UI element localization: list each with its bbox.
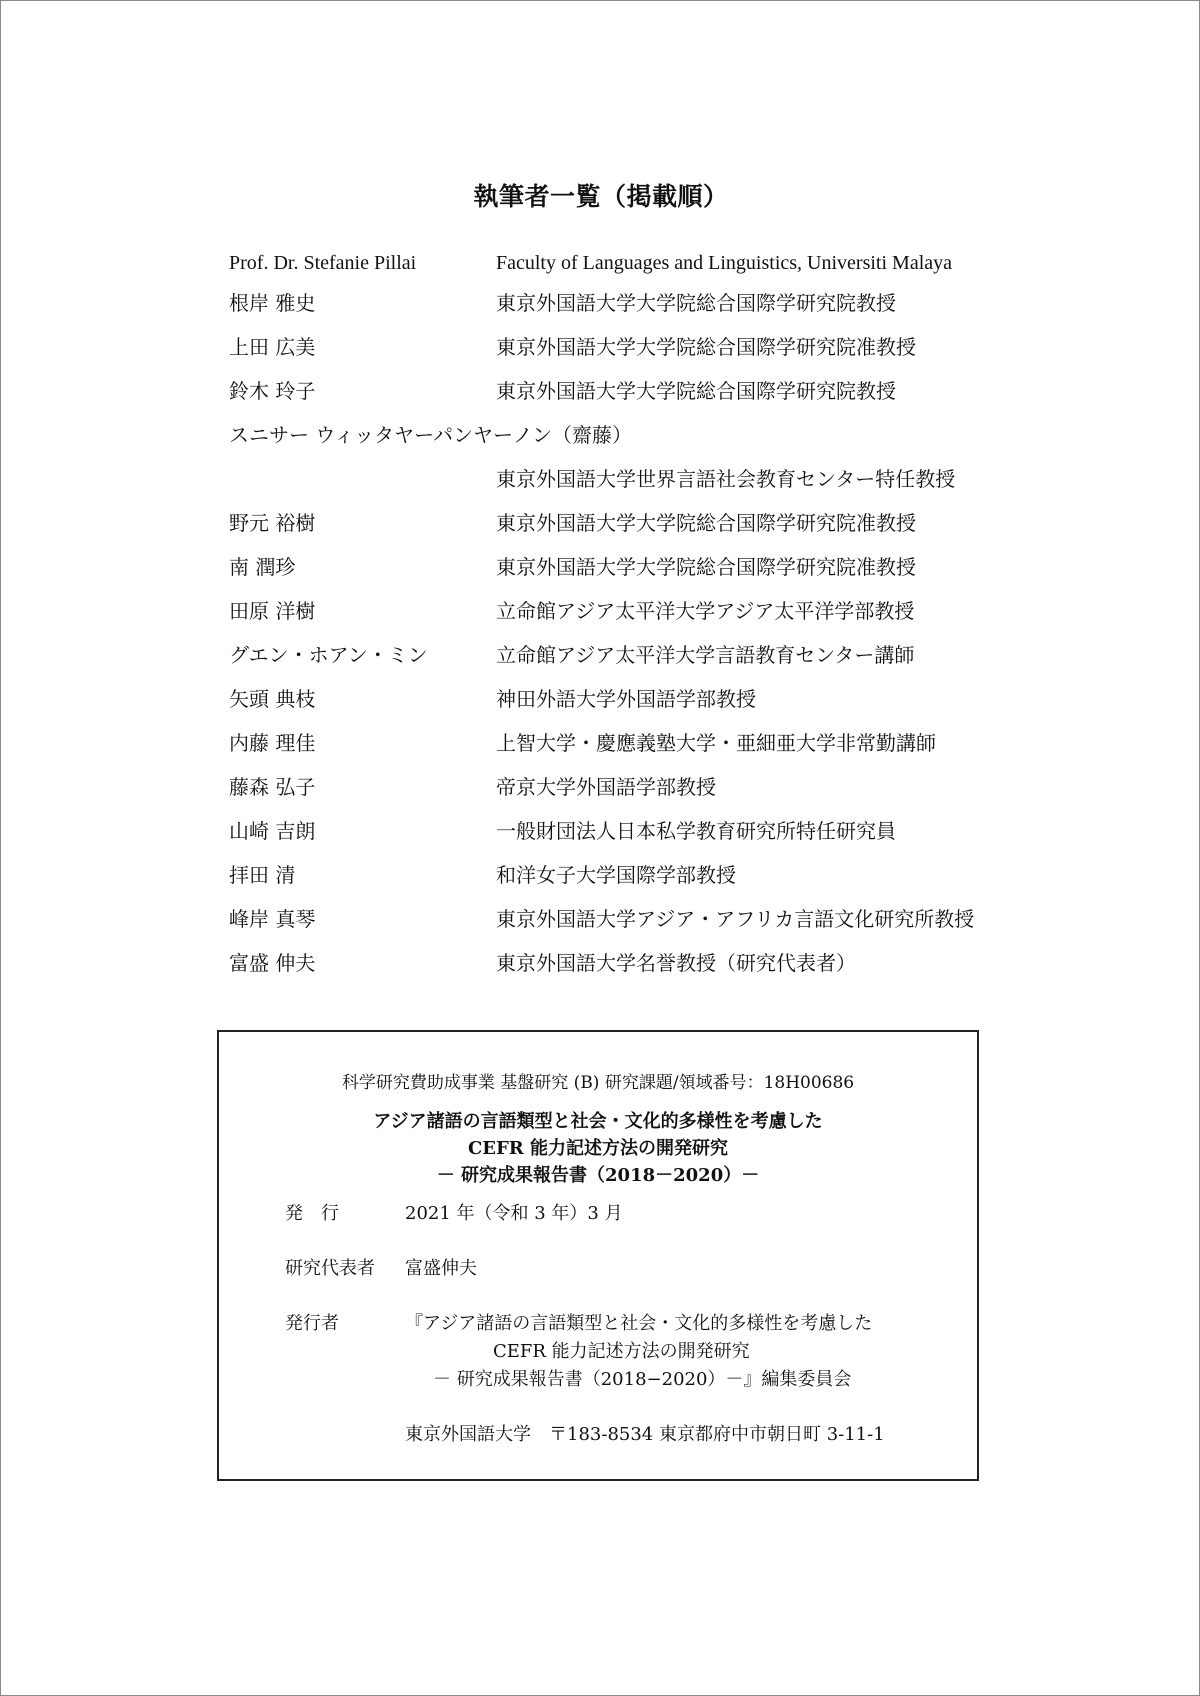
issue-value: 2021 年（令和 3 年）3 月 bbox=[405, 1203, 623, 1224]
author-row bbox=[229, 725, 1129, 769]
publisher-label: 発行者 bbox=[285, 1313, 339, 1334]
author-affiliation: 立命館アジア太平洋大学言語教育センター講師 bbox=[496, 643, 915, 667]
author-affiliation: 東京外国語大学大学院総合国際学研究院教授 bbox=[496, 379, 896, 403]
grant-line: 科学研究費助成事業 基盤研究 (B) 研究課題/領域番号：18H00686 bbox=[341, 1073, 855, 1093]
issue-label: 発 行 bbox=[285, 1203, 339, 1224]
author-row bbox=[229, 505, 1129, 549]
publisher-line: 『アジア諸語の言語類型と社会・文化的多様性を考慮した bbox=[405, 1313, 873, 1334]
author-name: 内藤 理佳 bbox=[229, 731, 316, 755]
author-affiliation: 東京外国語大学大学院総合国際学研究院教授 bbox=[496, 291, 896, 315]
publisher-address: 東京外国語大学 〒183-8534 東京都府中市朝日町 3-11-1 bbox=[405, 1424, 885, 1445]
report-title-line: アジア諸語の言語類型と社会・文化的多様性を考慮した bbox=[373, 1111, 823, 1132]
representative-label: 研究代表者 bbox=[285, 1258, 375, 1279]
author-name: スニサー ウィッタヤーパンヤーノン（齋藤） bbox=[229, 423, 632, 447]
publisher-line: CEFR 能力記述方法の開発研究 bbox=[493, 1341, 750, 1362]
publisher-value bbox=[405, 1310, 965, 1394]
author-row bbox=[229, 549, 1129, 593]
author-row bbox=[229, 769, 1129, 813]
representative-value: 富盛伸夫 bbox=[405, 1258, 477, 1279]
author-name: 南 潤珍 bbox=[229, 555, 296, 579]
publisher-line: － 研究成果報告書（2018−2020）－』編集委員会 bbox=[433, 1369, 852, 1390]
author-row bbox=[229, 245, 1129, 285]
author-name: 根岸 雅史 bbox=[229, 291, 316, 315]
author-affiliation: 東京外国語大学名誉教授（研究代表者） bbox=[496, 951, 856, 975]
author-row bbox=[229, 813, 1129, 857]
author-row bbox=[229, 945, 1129, 989]
author-affiliation: 一般財団法人日本私学教育研究所特任研究員 bbox=[496, 819, 896, 843]
author-row bbox=[229, 285, 1129, 329]
author-name: 鈴木 玲子 bbox=[229, 379, 316, 403]
author-name: 藤森 弘子 bbox=[229, 775, 316, 799]
author-affiliation: 東京外国語大学世界言語社会教育センター特任教授 bbox=[496, 467, 956, 491]
author-affiliation: 帝京大学外国語学部教授 bbox=[496, 775, 716, 799]
author-row bbox=[229, 681, 1129, 725]
author-name: 峰岸 真琴 bbox=[229, 907, 316, 931]
author-affiliation: 上智大学・慶應義塾大学・亜細亜大学非常勤講師 bbox=[496, 731, 936, 755]
author-name: Prof. Dr. Stefanie Pillai bbox=[229, 252, 417, 274]
author-row bbox=[229, 417, 1129, 461]
author-name: 矢頭 典枝 bbox=[229, 687, 316, 711]
author-row bbox=[229, 373, 1129, 417]
author-name: 拝田 清 bbox=[229, 863, 296, 887]
author-row bbox=[229, 901, 1129, 945]
report-title-line: CEFR 能力記述方法の開発研究 bbox=[467, 1138, 729, 1159]
author-name: 田原 洋樹 bbox=[229, 599, 316, 623]
author-affiliation: 東京外国語大学アジア・アフリカ言語文化研究所教授 bbox=[496, 907, 975, 931]
author-affiliation: 東京外国語大学大学院総合国際学研究院准教授 bbox=[496, 555, 916, 579]
author-affiliation: 東京外国語大学大学院総合国際学研究院准教授 bbox=[496, 335, 916, 359]
author-name: 上田 広美 bbox=[229, 335, 316, 359]
report-title-line: － 研究成果報告書（2018－2020）－ bbox=[436, 1165, 760, 1186]
author-row bbox=[229, 637, 1129, 681]
author-row bbox=[229, 857, 1129, 901]
author-affiliation: 神田外語大学外国語学部教授 bbox=[496, 687, 756, 711]
author-row bbox=[229, 461, 1129, 505]
colophon-box bbox=[217, 1030, 979, 1481]
author-affiliation: 和洋女子大学国際学部教授 bbox=[496, 863, 736, 887]
author-row bbox=[229, 593, 1129, 637]
author-name: 野元 裕樹 bbox=[229, 511, 316, 535]
page-title: 執筆者一覧（掲載順） bbox=[473, 182, 729, 211]
author-affiliation: 東京外国語大学大学院総合国際学研究院准教授 bbox=[496, 511, 916, 535]
report-title bbox=[219, 1108, 977, 1189]
author-affiliation: Faculty of Languages and Linguistics, Universiti Malaya bbox=[496, 252, 953, 274]
author-row bbox=[229, 329, 1129, 373]
author-affiliation: 立命館アジア太平洋大学アジア太平洋学部教授 bbox=[496, 599, 915, 623]
author-name: 山崎 吉朗 bbox=[229, 819, 316, 843]
author-list bbox=[229, 245, 1129, 989]
author-name: 富盛 伸夫 bbox=[229, 951, 316, 975]
author-name: グエン・ホアン・ミン bbox=[229, 643, 428, 667]
